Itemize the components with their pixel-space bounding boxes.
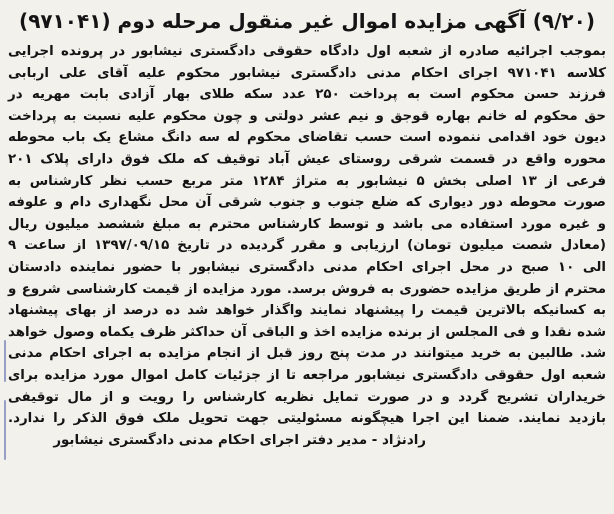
- notice-line: دیون خود اقدامی ننموده است حسب تقاضای محکوم له سه دانگ مشاع یک باب محوطه: [8, 130, 606, 146]
- notice-line: و غیره مورد استفاده می باشد و توسط کارشناس محترم به مبلغ ششصد میلیون ریال: [8, 216, 606, 232]
- notice-line: محترم از طریق مزایده حضوری به فروش برسد. مورد مزایده از قیمت کارشناسی شروع و: [8, 281, 606, 297]
- notice-line: بازدید نمایند. ضمنا این اجرا هیچگونه مسئولیتی جهت تحویل ملک فوق الذکر را ندارد.: [8, 411, 606, 427]
- notice-line: شد. طالبین به خرید میتوانند در مدت پنج روز قبل از انجام مزایده به اجرای احکام مدنی: [8, 346, 606, 362]
- notice-line: صورت محوطه دور دیواری که ضلع جنوب و جنوب شرقی آن محل نگهداری دام و علوفه: [8, 195, 606, 211]
- notice-line: شده نقدا و فی المجلس از برنده مزایده اخذ و الباقی آن حداکثر ظرف یکماه وصول خواهد: [8, 324, 606, 340]
- notice-line: حق محکوم له خانم بهاره قوجق و نیم عشر دولتی و چون محکوم علیه نسبت به پرداخت: [8, 108, 606, 124]
- notice-line: الی ۱۰ صبح در محل اجرای احکام مدنی دادگستری نیشابور با حضور نماینده دادستان: [8, 259, 606, 275]
- notice-line: محوره واقع در قسمت شرقی روستای عیش آباد توقیف که ملک فوق دارای پلاک ۲۰۱: [8, 151, 606, 167]
- notice-line: (معادل شصت میلیون تومان) ارزیابی و مقرر گردیده در تاریخ ۱۳۹۷/۰۹/۱۵ از ساعت ۹: [8, 238, 606, 254]
- notice-line: فرزند حسن محکوم است به پرداخت ۲۵۰ عدد سکه طلای بهار آزادی بابت مهریه در: [8, 87, 606, 103]
- auction-notice: [8, 6, 606, 508]
- notice-signature: رادنژاد - مدیر دفتر اجرای احکام مدنی دادگستری نیشابور: [53, 432, 426, 448]
- margin-pen-mark: [4, 400, 6, 460]
- notice-title: (۹/۲۰) آگهی مزایده اموال غیر منقول مرحله دوم (۹۷۱۰۴۱): [19, 9, 595, 33]
- margin-pen-mark: [4, 340, 6, 382]
- notice-line: کلاسه ۹۷۱۰۴۱ اجرای احکام مدنی دادگستری نیشابور محکوم علیه آقای علی اربابی: [8, 65, 607, 81]
- notice-body: [8, 41, 606, 430]
- notice-line: خریداران تشریح گردد و در صورت تمایل نظریه کارشناس را رویت و از مال توقیفی: [8, 389, 606, 405]
- notice-line: شعبه اول حقوقی دادگستری نیشابور مراجعه تا از جزئیات کامل اموال مورد مزایده برای: [8, 367, 606, 383]
- notice-line: فرعی از ۱۳ اصلی بخش ۵ نیشابور به متراژ ۱۲۸۴ متر مربع حسب نظر کارشناس به: [8, 173, 606, 189]
- notice-line: به کسانیکه بالاترین قیمت را پیشنهاد نمایند واگذار خواهد شد ده درصد از بهای پیشنهاد: [8, 303, 606, 319]
- notice-line: بموجب اجرائیه صادره از شعبه اول دادگاه حقوقی دادگستری نیشابور در پرونده اجرایی: [8, 44, 606, 59]
